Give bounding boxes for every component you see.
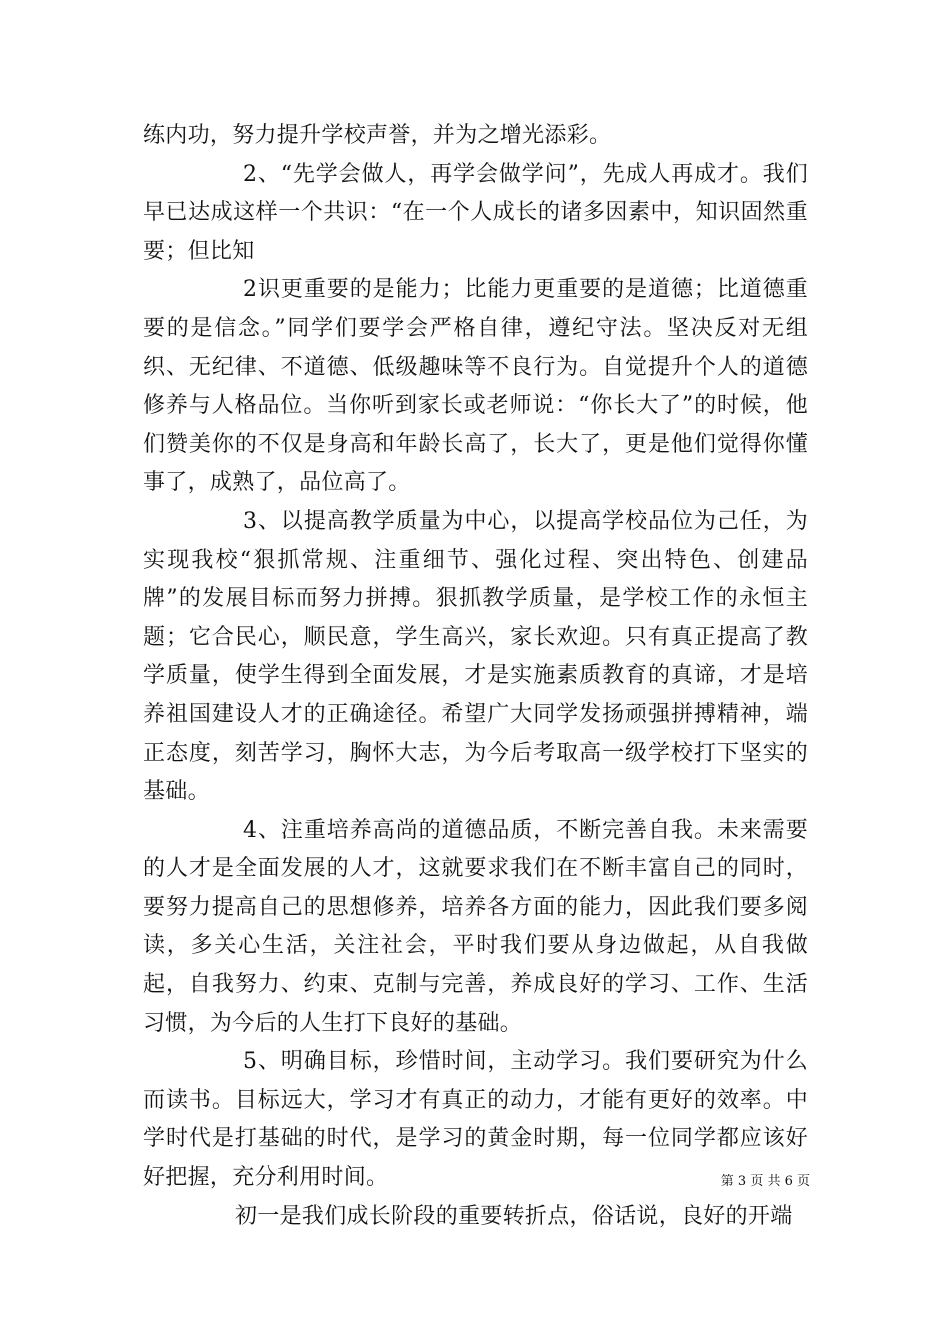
page-number-footer: 第 3 页 共 6 页: [720, 1174, 810, 1189]
paragraph-1: 练内功，努力提升学校声誉，并为之增光添彩。: [143, 123, 612, 148]
paragraph-7: 初一是我们成长阶段的重要转折点，俗话说，良好的开端: [235, 1203, 793, 1229]
paragraph-5: 4、注重培养高尚的道德品质，不断完善自我。未来需要的人才是全面发展的人才，这就要求我们在不断丰富自己的同时，要努力提高自己的思想修养，培养各方面的能力，因此我们要多阅读，多关心生活，关注社会，平时我们要从身边做起，从自我做起，自我努力、约束、克制与完善，养成良好的学习、工作、生活习惯，为今后的人生打下良好的基础。: [143, 817, 808, 1036]
paragraph-6: 5、明确目标，珍惜时间，主动学习。我们要研究为什么而读书。目标远大，学习才有真正的动力，才能有更好的效率。中学时代是打基础的时代，是学习的黄金时期，每一位同学都应该好好把握，充分利用时间。: [143, 1049, 808, 1191]
paragraph-3: 2识更重要的是能力；比能力更重要的是道德；比道德重要的是信念。”同学们要学会严格自律，遵纪守法。坚决反对无组织、无纪律、不道德、低级趣味等不良行为。自觉提升个人的道德修养与人格品位。当你听到家长或老师说：“你长大了”的时候，他们赞美你的不仅是身高和年龄长高了，长大了，更是他们觉得你懂事了，成熟了，品位高了。: [143, 277, 808, 496]
paragraph-4: 3、以提高教学质量为中心，以提高学校品位为己任，为实现我校“狠抓常规、注重细节、强化过程、突出特色、创建品牌”的发展目标而努力拼搏。狠抓教学质量，是学校工作的永恒主题；它合民心，顺民意，学生高兴，家长欢迎。只有真正提高了教学质量，使学生得到全面发展，才是实施素质教育的真谛，才是培养祖国建设人才的正确途径。希望广大同学发扬顽强拼搏精神，端正态度，刻苦学习，胸怀大志，为今后考取高一级学校打下坚实的基础。: [143, 508, 808, 805]
paragraph-2: 2、“先学会做人，再学会做学问”，先成人再成才。我们早已达成这样一个共识：“在一个人成长的诸多因素中，知识固然重要；但比知: [143, 161, 808, 264]
document-body: [143, 117, 808, 1236]
